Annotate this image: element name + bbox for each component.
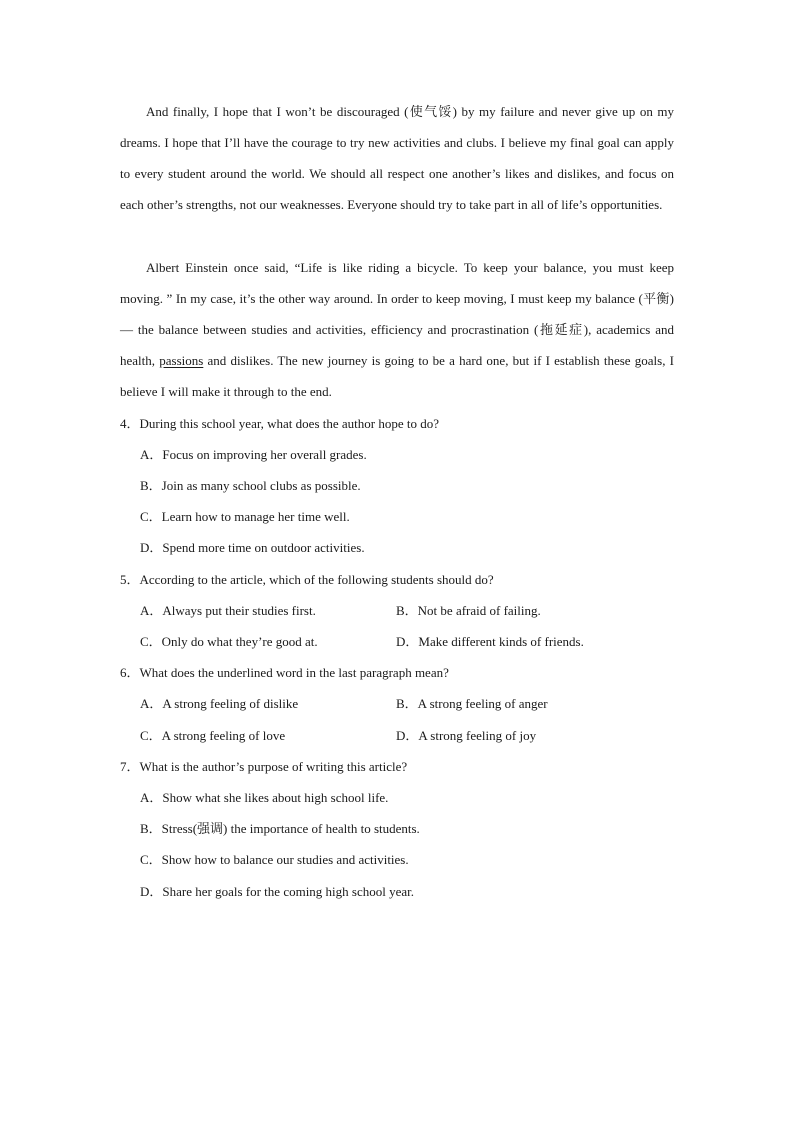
paragraph-2-text-start: Albert Einstein once said, “Life is like riding a bicycle. To keep your balance, you must keep moving. ” In my case, it’s the other way around. In order to keep moving, I must keep my balance (平衡)— the balance between studies and activities, efficiency and procrastination (拖延症), academics and health, (120, 260, 674, 368)
question-5-option-b: B．Not be afraid of failing. (396, 603, 541, 618)
question-6-option-b: B．A strong feeling of anger (396, 696, 548, 711)
question-6-stem: 6．What does the underlined word in the last paragraph mean? (120, 665, 449, 680)
question-5-stem: 5．According to the article, which of the following students should do? (120, 572, 494, 587)
question-6-option-a: A．A strong feeling of dislike (140, 696, 299, 711)
passage-paragraph-1: And finally, I hope that I won’t be discouraged (使气馁) by my failure and never give up on my dreams. I hope that I’ll have the courage to try new activities and clubs. I believe my final goal can apply to every student around the world. We should all respect one another’s likes and dislikes, and focus on each other’s strengths, not our weaknesses. Everyone should try to take part in all of life’s opportunities. (120, 104, 674, 212)
question-5-option-a: A．Always put their studies first. (140, 603, 316, 618)
underlined-word: passions (159, 353, 204, 368)
question-4-option-c: C．Learn how to manage her time well. (140, 509, 350, 524)
question-6-option-d: D．A strong feeling of joy (396, 728, 537, 743)
question-7-option-c: C．Show how to balance our studies and activities. (140, 852, 409, 867)
question-4-option-a: A．Focus on improving her overall grades. (140, 447, 367, 462)
question-7-option-b: B．Stress(强调) the importance of health to students. (140, 821, 420, 836)
question-7-option-a: A．Show what she likes about high school life. (140, 790, 389, 805)
question-7-stem: 7．What is the author’s purpose of writing this article? (120, 759, 408, 774)
question-5-option-d: D．Make different kinds of friends. (396, 634, 584, 649)
question-6-option-c: C．A strong feeling of love (140, 728, 286, 743)
question-4-option-b: B．Join as many school clubs as possible. (140, 478, 361, 493)
question-7-option-d: D．Share her goals for the coming high school year. (140, 884, 415, 899)
paragraph-2-text-end: and dislikes. The new journey is going to be a hard one, but if I establish these goals, I believe I will make it through to the end. (120, 353, 675, 399)
question-5-option-c: C．Only do what they’re good at. (140, 634, 318, 649)
passage-paragraph-2 (120, 252, 674, 407)
question-4-stem: 4．During this school year, what does the author hope to do? (120, 416, 439, 431)
question-4-option-d: D．Spend more time on outdoor activities. (140, 540, 365, 555)
